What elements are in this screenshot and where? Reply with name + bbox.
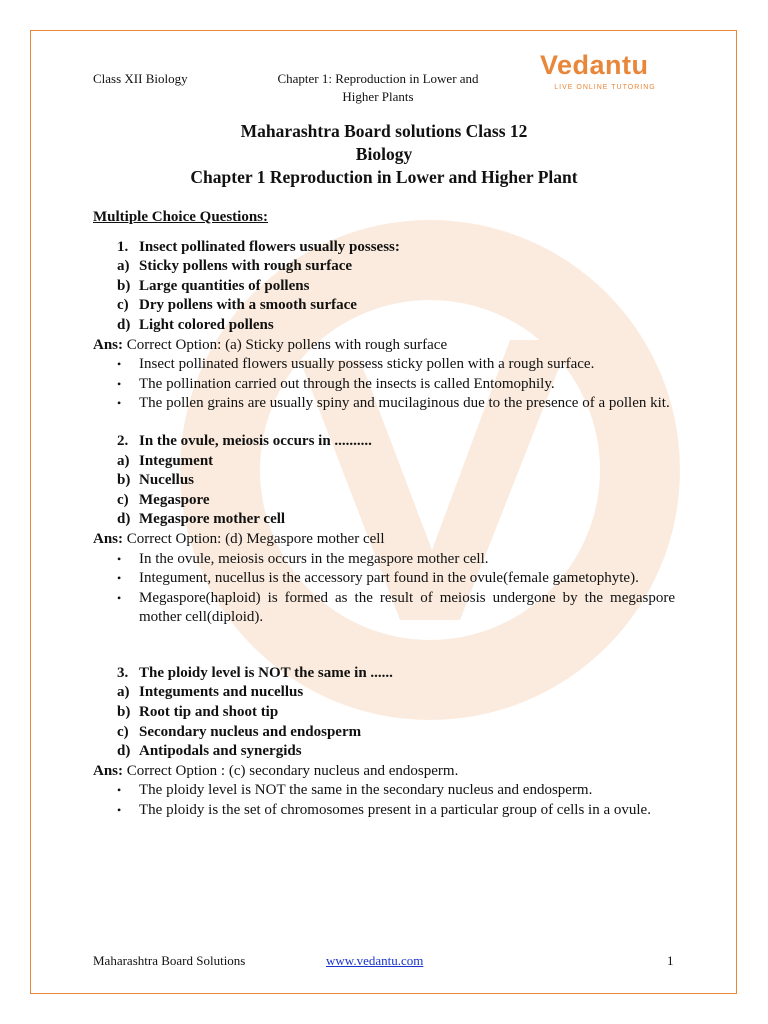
option-label: c) — [117, 491, 129, 508]
option-label: d) — [117, 511, 131, 528]
title-line2: Biology — [355, 144, 413, 164]
option-a — [93, 452, 675, 472]
option-label: a) — [117, 258, 130, 275]
answer-line — [93, 762, 675, 782]
option-d — [93, 316, 675, 336]
page-number: 1 — [667, 953, 674, 968]
option-text: Megaspore — [139, 491, 210, 508]
footer-label: Maharashtra Board Solutions — [93, 953, 246, 968]
option-label: b) — [117, 472, 131, 489]
explanation-list — [93, 355, 675, 414]
option-label: b) — [117, 277, 131, 294]
question-number: 3. — [117, 664, 129, 681]
header-chapter-line1: Chapter 1: Reproduction in Lower and — [277, 71, 479, 86]
footer-website-link[interactable]: www.vedantu.com — [326, 953, 424, 968]
option-text: Root tip and shoot tip — [139, 704, 279, 721]
option-text: Dry pollens with a smooth surface — [139, 297, 357, 314]
option-b — [93, 703, 675, 723]
content — [93, 208, 675, 821]
header-chapter-label — [248, 70, 508, 106]
option-label: d) — [117, 743, 131, 760]
option-c — [93, 723, 675, 743]
option-label: d) — [117, 316, 131, 333]
question-label: In the ovule, meiosis occurs in .......... — [139, 432, 372, 449]
vedantu-logo — [540, 50, 672, 91]
option-text: Nucellus — [139, 472, 195, 489]
header-class-label: Class XII Biology — [93, 71, 188, 86]
question-label: The ploidy level is NOT the same in ...... — [139, 664, 393, 681]
logo-tagline: LIVE ONLINE TUTORING — [554, 84, 656, 91]
header-chapter-line2: Higher Plants — [342, 89, 414, 104]
option-label: b) — [117, 704, 131, 721]
answer-label: Ans: — [93, 336, 124, 353]
explanation-item: • The ploidy level is NOT the same in the secondary nucleus and endosperm. — [93, 781, 675, 801]
question-block-1 — [93, 238, 675, 414]
option-label: c) — [117, 723, 129, 740]
answer-label: Ans: — [93, 762, 124, 779]
question-label: Insect pollinated flowers usually possess: — [139, 238, 400, 255]
option-text: Integuments and nucellus — [139, 684, 304, 701]
section-heading: Multiple Choice Questions: — [93, 209, 268, 225]
answer-text: Correct Option : (c) secondary nucleus and endosperm. — [123, 762, 459, 779]
question-block-2 — [93, 432, 675, 628]
question-text — [93, 432, 675, 452]
explanation-item: • Megaspore(haploid) is formed as the result of meiosis undergone by the megaspore mother cell(diploid). — [93, 589, 675, 628]
option-c — [93, 491, 675, 511]
answer-label: Ans: — [93, 530, 124, 547]
option-text: Antipodals and synergids — [139, 743, 302, 760]
question-number: 1. — [117, 238, 129, 255]
explanation-item: • The ploidy is the set of chromosomes present in a particular group of cells in a ovule. — [93, 801, 675, 821]
option-d — [93, 510, 675, 530]
answer-line — [93, 336, 675, 356]
explanation-list — [93, 550, 675, 628]
option-label: c) — [117, 297, 129, 314]
explanation-item: • Integument, nucellus is the accessory part found in the ovule(female gametophyte). — [93, 569, 675, 589]
question-number: 2. — [117, 432, 129, 449]
explanation-item: • The pollen grains are usually spiny and mucilaginous due to the presence of a pollen kit. — [93, 394, 675, 414]
option-text: Light colored pollens — [139, 316, 274, 333]
answer-text: Correct Option: (d) Megaspore mother cell — [123, 530, 385, 547]
option-text: Megaspore mother cell — [139, 511, 286, 528]
explanation-item: • The pollination carried out through the insects is called Entomophily. — [93, 375, 675, 395]
document-title — [93, 120, 675, 189]
logo-text: Vedantu — [540, 50, 649, 80]
title-line3: Chapter 1 Reproduction in Lower and Higher Plant — [190, 167, 578, 187]
explanation-item: • Insect pollinated flowers usually possess sticky pollen with a rough surface. — [93, 355, 675, 375]
option-label: a) — [117, 452, 130, 469]
option-d — [93, 742, 675, 762]
option-a — [93, 257, 675, 277]
option-text: Sticky pollens with rough surface — [139, 258, 353, 275]
option-text: Secondary nucleus and endosperm — [139, 723, 362, 740]
question-text — [93, 238, 675, 258]
question-text — [93, 664, 675, 684]
option-c — [93, 296, 675, 316]
answer-line — [93, 530, 675, 550]
option-label: a) — [117, 684, 130, 701]
option-b — [93, 471, 675, 491]
option-a — [93, 683, 675, 703]
option-text: Large quantities of pollens — [139, 277, 310, 294]
option-text: Integument — [139, 452, 214, 469]
title-line1: Maharashtra Board solutions Class 12 — [240, 121, 528, 141]
question-block-3 — [93, 664, 675, 821]
explanation-item: • In the ovule, meiosis occurs in the megaspore mother cell. — [93, 550, 675, 570]
option-b — [93, 277, 675, 297]
explanation-list — [93, 781, 675, 820]
answer-text: Correct Option: (a) Sticky pollens with rough surface — [123, 336, 448, 353]
